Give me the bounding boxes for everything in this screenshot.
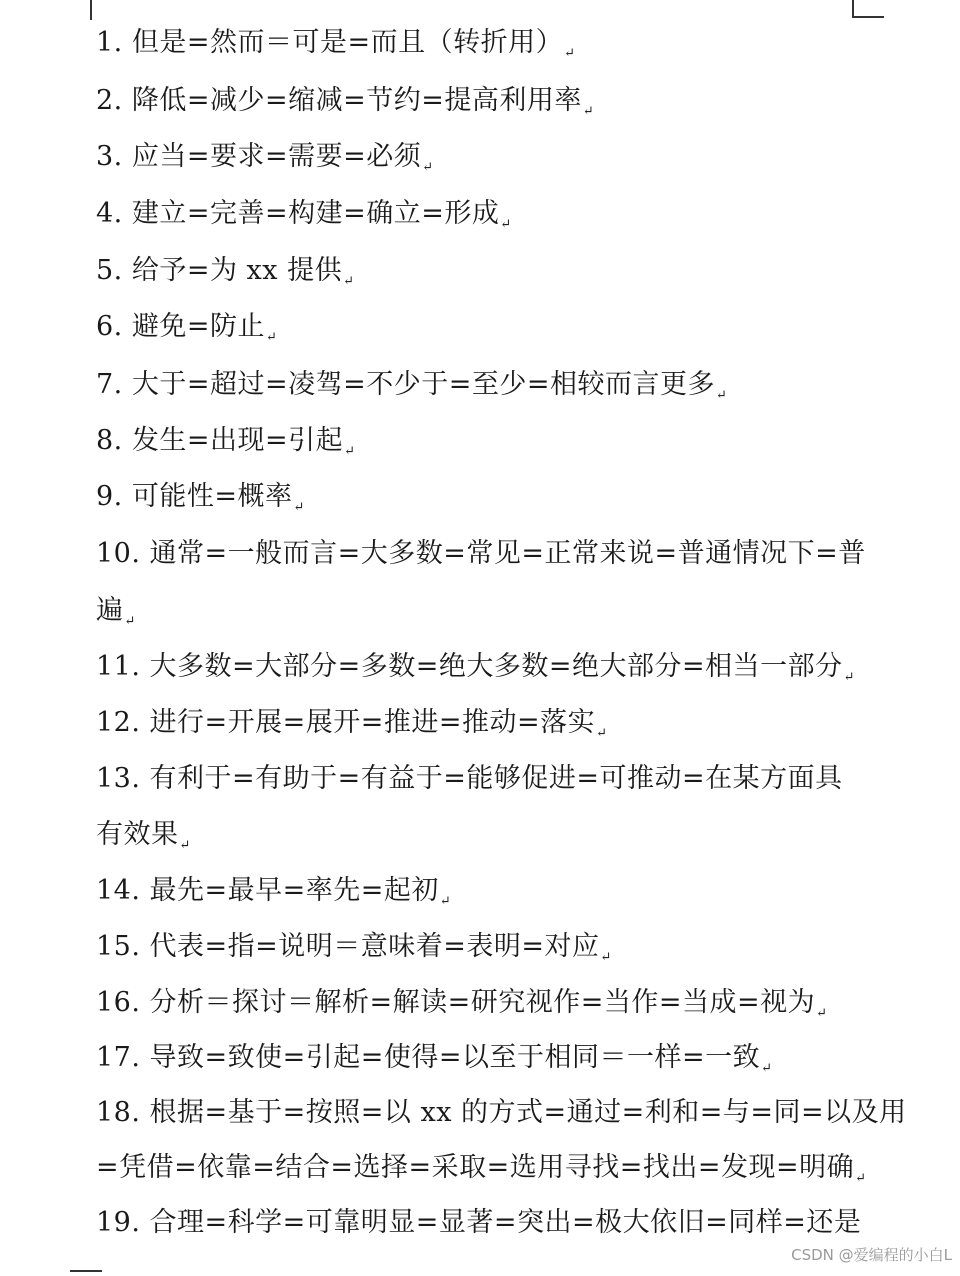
text-line: 17. 导致=致使=引起=使得=以至于相同＝一样=一致$_↵$ <box>96 1042 773 1076</box>
paragraph-mark-icon: ↵ <box>761 1061 773 1076</box>
text-line: 6. 避免=防止$_↵$ <box>96 311 278 345</box>
text-line: 12. 进行=开展=展开=推进=推动=落实$_↵$ <box>96 707 608 741</box>
text-line: 9. 可能性=概率$_↵$ <box>96 481 305 515</box>
paragraph-mark-icon: ↵ <box>439 894 452 909</box>
text-line: 遍$_↵$ <box>96 595 136 629</box>
text-line: 2. 降低=减少=缩减=节约=提高利用率$_↵$ <box>96 85 595 119</box>
text-line: 1. 但是=然而＝可是=而且（转折用）$_↵$ <box>96 27 576 61</box>
watermark: CSDN @爱编程的小白L <box>791 1246 952 1264</box>
crop-mark-bottom-left <box>70 1270 102 1272</box>
paragraph-mark-icon: ↵ <box>843 670 856 685</box>
paragraph-mark-icon: ↵ <box>124 614 136 629</box>
paragraph-mark-icon: ↵ <box>500 217 512 232</box>
paragraph-mark-icon: ↵ <box>855 1171 867 1186</box>
text-line: 10. 通常=一般而言=大多数=常见=正常来说=普通情况下=普 <box>96 538 866 569</box>
text-line: 4. 建立=完善=构建=确立=形成$_↵$ <box>96 198 512 232</box>
crop-mark-top-left <box>90 0 92 20</box>
paragraph-mark-icon: ↵ <box>816 1006 828 1021</box>
paragraph-mark-icon: ↵ <box>596 726 608 741</box>
text-line: 16. 分析＝探讨＝解析=解读=研究视作=当作=当成=视为$_↵$ <box>96 987 828 1021</box>
paragraph-mark-icon: ↵ <box>179 838 191 853</box>
text-line: 14. 最先=最早=率先=起初$_↵$ <box>96 875 452 909</box>
text-line: 3. 应当=要求=需要=必须$_↵$ <box>96 141 434 175</box>
text-line: 7. 大于=超过=凌驾=不少于=至少=相较而言更多$_↵$ <box>96 369 728 403</box>
paragraph-mark-icon: ↵ <box>344 444 356 459</box>
paragraph-mark-icon: ↵ <box>600 950 612 965</box>
text-line: =凭借=依靠=结合=选择=采取=选用寻找=找出=发现=明确$_↵$ <box>96 1152 867 1186</box>
text-line: 13. 有利于=有助于=有益于=能够促进=可推动=在某方面具 <box>96 763 843 794</box>
crop-mark-top-right-horizontal <box>852 16 884 18</box>
paragraph-mark-icon: ↵ <box>265 330 278 345</box>
text-line: 15. 代表=指=说明＝意味着=表明=对应$_↵$ <box>96 931 612 965</box>
paragraph-mark-icon: ↵ <box>564 46 576 61</box>
paragraph-mark-icon: ↵ <box>422 160 434 175</box>
text-line: 19. 合理=科学=可靠明显=显著=突出=极大依旧=同样=还是 <box>96 1207 862 1238</box>
text-line: 5. 给予=为 xx 提供$_↵$ <box>96 255 355 289</box>
text-line: 有效果$_↵$ <box>96 819 191 853</box>
text-line: 18. 根据=基于=按照=以 xx 的方式=通过=利和=与=同=以及用 <box>96 1097 907 1128</box>
paragraph-mark-icon: ↵ <box>715 388 728 403</box>
paragraph-mark-icon: ↵ <box>582 104 595 119</box>
text-line: 8. 发生=出现=引起$_↵$ <box>96 425 356 459</box>
paragraph-mark-icon: ↵ <box>293 500 305 515</box>
paragraph-mark-icon: ↵ <box>343 274 355 289</box>
text-line: 11. 大多数=大部分=多数=绝大多数=绝大部分=相当一部分$_↵$ <box>96 651 856 685</box>
